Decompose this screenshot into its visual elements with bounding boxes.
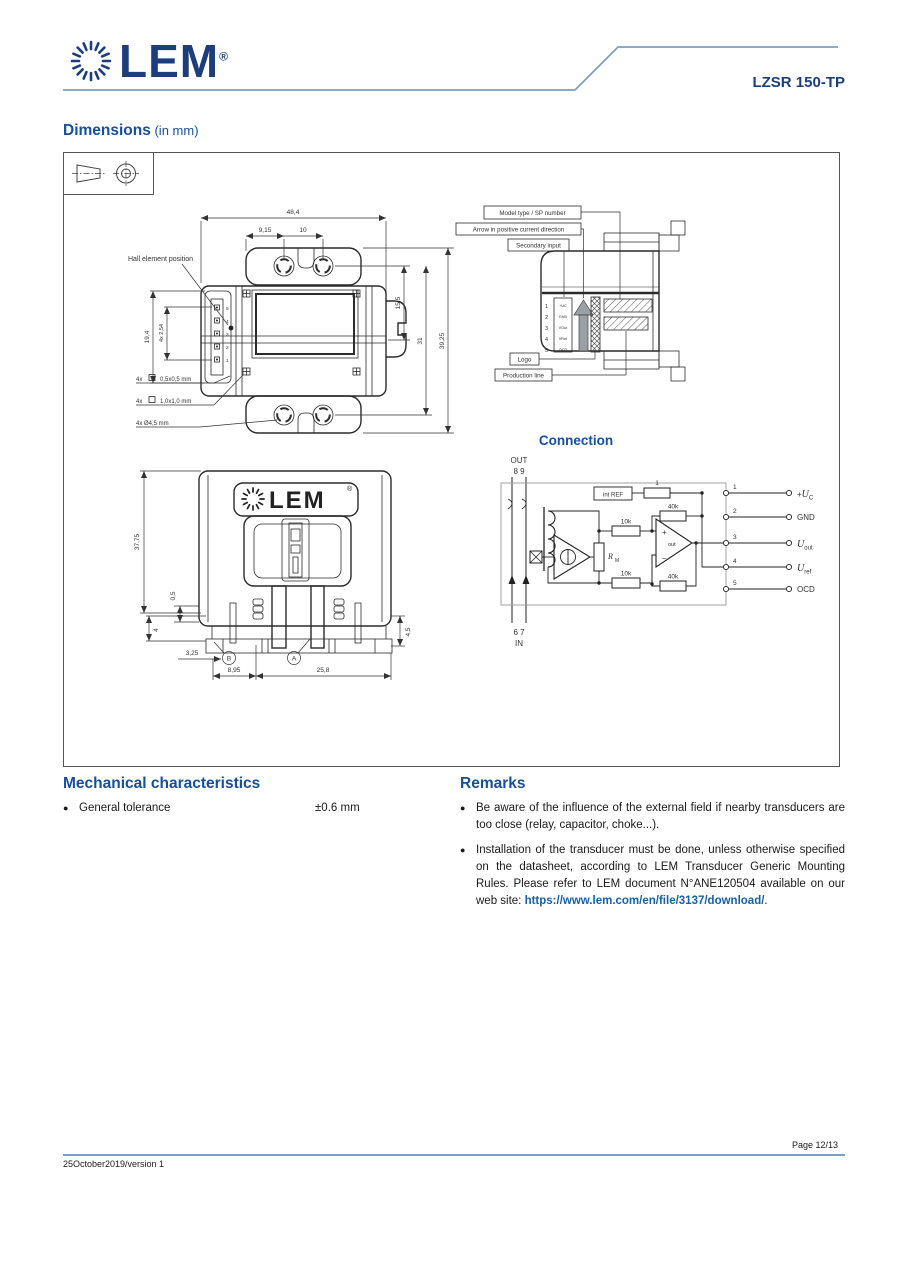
dim-conn: 19,4 [144, 330, 151, 344]
remarks-title: Remarks [460, 775, 526, 792]
opamp-minus: − [662, 554, 667, 563]
note1-prefix: 4x [136, 377, 143, 383]
dim-total-height: 39,25 [439, 332, 446, 350]
note1-size: 0,5x0,5 mm [160, 377, 192, 383]
dim-hole-offset: 9,15 [258, 227, 272, 234]
output-pin-row [723, 558, 811, 576]
dim-offset: 3,25 [185, 650, 199, 657]
output-pin-row [723, 534, 813, 552]
front-logo-reg: ® [347, 486, 353, 493]
hall-position-dot [229, 326, 234, 331]
drawing-frame [63, 152, 840, 767]
int-ref-label: int REF [602, 492, 624, 499]
dim-hole-pitch: 10 [299, 227, 307, 234]
brand-logo [63, 33, 229, 89]
svg-text:Uout [797, 539, 813, 552]
dim-body: 31 [417, 337, 424, 345]
note3: 4x Ø4,5 mm [136, 421, 169, 427]
top-view-left-dims [144, 291, 212, 383]
projection-symbol [63, 152, 155, 196]
dim-total-width: 48,4 [286, 209, 300, 216]
top-view-pins [215, 305, 230, 364]
front-logo-text: LEM [269, 487, 326, 514]
pin-num: 5 [733, 580, 737, 587]
datum-b: B [226, 655, 232, 663]
r10k-top-label: 10k [620, 518, 632, 526]
dimensions-heading [63, 122, 199, 140]
pin-number: 2 [226, 346, 229, 351]
side-view-part [541, 221, 685, 381]
pin-pre: + [797, 490, 802, 499]
side-view-drawing [452, 201, 797, 401]
pin-sym: U [797, 539, 805, 550]
mechanical-title: Mechanical characteristics [63, 775, 261, 792]
pin-number: 3 [544, 326, 548, 332]
dim-left: 8,95 [227, 667, 241, 674]
pin-pre: GND [797, 513, 815, 522]
model-type-area [604, 299, 652, 312]
pin-sub: out [804, 545, 813, 552]
svg-text:+UC [797, 489, 814, 502]
primary-terminals [508, 456, 530, 648]
remarks-bullet-2 [460, 842, 845, 911]
rm-label: R [608, 552, 613, 561]
callout-model-type: Model type / SP number [499, 210, 566, 217]
front-lem-sunburst-icon [242, 488, 264, 510]
remarks-bullet-2-text [476, 842, 845, 911]
pin-num: 3 [733, 534, 737, 541]
opamp-out: out [668, 542, 676, 548]
lem-sunburst-icon [63, 33, 119, 89]
version-info: 25October2019/version 1 [63, 1159, 165, 1169]
pin-number: 1 [226, 359, 229, 364]
opamp-plus: + [662, 528, 667, 537]
pin-number: 5 [226, 307, 229, 312]
dim-pin-pitch: 4x 2,54 [159, 323, 165, 343]
out-label: OUT [510, 456, 528, 465]
top-view-drawing [122, 193, 472, 441]
callout-arrow-direction: Arrow in positive current direction [472, 226, 565, 234]
fixing-squares [243, 290, 360, 375]
mechanical-item [63, 800, 455, 817]
current-direction-arrow [574, 300, 593, 351]
download-link[interactable]: https://www.lem.com/en/file/3137/download/ [524, 895, 765, 908]
pin-number: 4 [226, 320, 229, 325]
internal-circuit [530, 480, 726, 591]
hall-element-callout [128, 256, 233, 330]
svg-text:OCD [797, 585, 815, 594]
note2-size: 1,0x1,0 mm [160, 399, 192, 405]
bullet-icon: ● [63, 803, 69, 813]
dimensions-unit-note: (in mm) [150, 123, 199, 138]
production-line-area [604, 317, 648, 330]
output-pin-row [723, 580, 815, 594]
dimensions-title: Dimensions [63, 122, 151, 139]
callout-logo: Logo [517, 356, 532, 364]
mechanical-item-value: ±0.6 mm [315, 802, 360, 814]
brand-text: LEM [119, 35, 220, 87]
remarks-bullet-2-body: Installation of the transducer must be done, unless otherwise specified on the datasheet, according to LEM Transducer Generic Mounting Rules. Please refer to LEM document N°ANE120504 available on our web site: [476, 843, 845, 908]
dim-pin: 4 [153, 628, 160, 632]
pin-pre: OCD [797, 585, 815, 594]
hall-label: Hall element position [128, 256, 193, 263]
svg-text:Uref [797, 563, 812, 576]
side-view-pin-labels [559, 304, 569, 352]
pin-label: +UC [559, 304, 567, 308]
transducer-boundary [501, 483, 726, 605]
r10k-bot-label: 10k [620, 570, 632, 578]
page-number: Page 12/13 [791, 1140, 838, 1150]
pin-sub: C [808, 495, 814, 502]
bullet-icon: ● [460, 803, 466, 813]
remarks-bullet-1 [460, 800, 845, 835]
front-view-part [199, 471, 392, 653]
in-label: IN [515, 639, 523, 648]
r40k-top-label: 40k [667, 503, 679, 511]
output-pins [723, 484, 815, 594]
pin-number: 5 [544, 348, 548, 354]
pin-number: 2 [544, 315, 548, 321]
pin-label: OCD [558, 348, 568, 352]
dim-right-pin: 4,5 [405, 627, 412, 637]
top-view-part [201, 248, 406, 433]
out-pin-numbers: 8 9 [513, 467, 525, 476]
mechanical-item-label: General tolerance [79, 802, 171, 814]
output-pin-row [723, 484, 814, 502]
pin-num: 1 [733, 484, 737, 491]
bullet-icon: ● [460, 844, 466, 855]
remarks-bullet-1-text: Be aware of the influence of the external field if nearby transducers are too close (relay, capacitor, choke...). [476, 802, 845, 832]
in-pin-numbers: 6 7 [513, 628, 525, 637]
top-view-right-dims [335, 248, 454, 433]
remarks-bullet-2-period: . [764, 895, 768, 908]
side-view-pin-numbers [545, 304, 548, 354]
pin-sub: ref [804, 569, 812, 576]
note2-prefix: 4x [136, 399, 143, 405]
output-pin-row [723, 508, 815, 522]
pin-sym: U [801, 489, 809, 500]
connection-title: Connection [538, 433, 614, 448]
footer-divider [63, 1154, 845, 1156]
logo-strip [591, 297, 600, 352]
datum-a: A [291, 655, 297, 663]
dim-center: 25,8 [316, 667, 330, 674]
registered-mark: ® [219, 49, 229, 64]
pin-num: 2 [733, 508, 737, 515]
r1-label: 1 [655, 480, 659, 487]
r40k-bot-label: 40k [667, 573, 679, 581]
front-view-drawing [122, 437, 418, 687]
dim-standoff: 0,5 [170, 591, 177, 601]
dim-height: 37,75 [134, 533, 141, 551]
top-view-notes [136, 375, 277, 428]
pin-num: 4 [733, 558, 737, 565]
pin-number: 4 [544, 337, 548, 343]
brand-wordmark [119, 35, 229, 87]
rm-sub: M [615, 558, 620, 564]
pin-label: VOut [558, 326, 568, 330]
dim-tab: 15,5 [395, 296, 402, 310]
product-title: LZSR 150-TP [752, 74, 845, 91]
svg-text:GND [797, 513, 815, 522]
pin-number: 1 [544, 304, 548, 310]
mechanical-section [63, 775, 455, 817]
pin-label: VRef [558, 337, 568, 341]
spring-pins [253, 599, 344, 619]
pin-label: GND [558, 315, 568, 319]
connection-diagram [456, 431, 839, 659]
pin-sym: U [797, 563, 805, 574]
callout-secondary-input: Secondary input [516, 242, 561, 250]
remarks-section [460, 775, 845, 911]
pin-number: 3 [226, 333, 229, 338]
callout-production-line: Production line [503, 372, 544, 380]
